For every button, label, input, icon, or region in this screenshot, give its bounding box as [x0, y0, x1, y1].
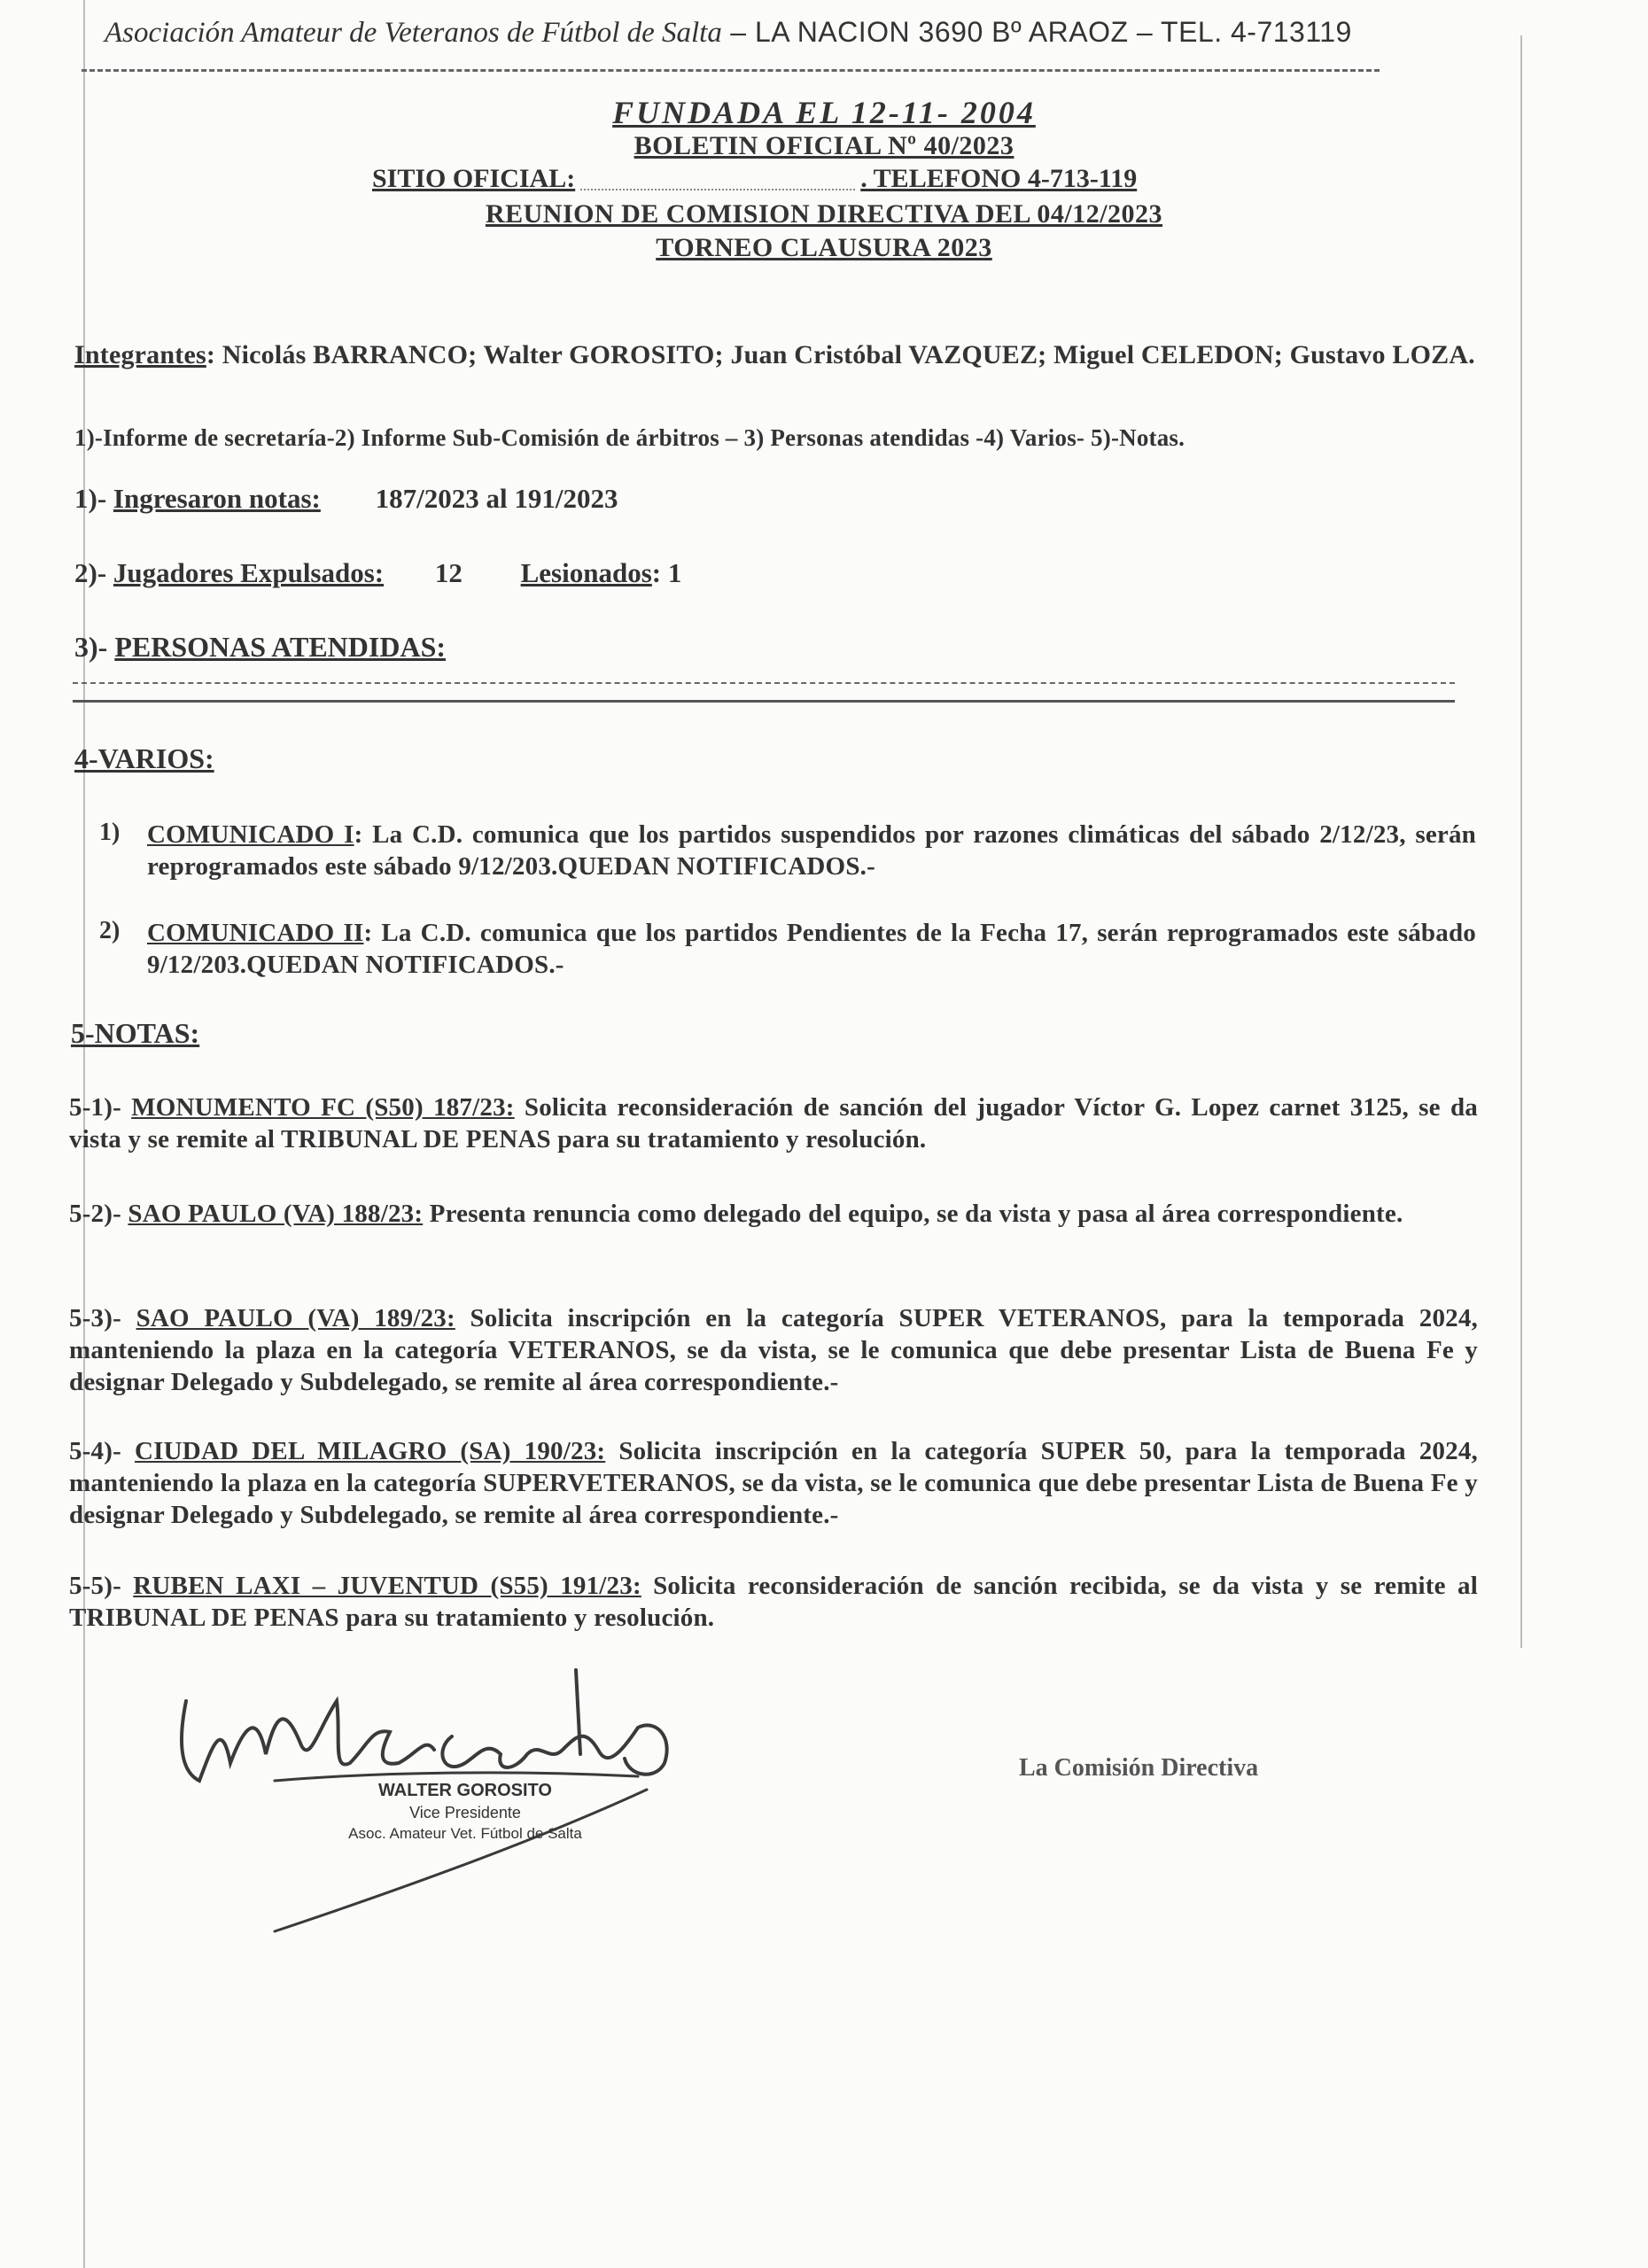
agenda-line: 1)-Informe de secretaría-2) Informe Sub-Comisión de árbitros – 3) Personas atendidas -4) Varios- 5)-Notas.	[74, 424, 1185, 451]
communique-1-number: 1)	[99, 819, 120, 846]
note-5-3-label: SAO PAULO (VA) 189/23:	[136, 1304, 455, 1332]
note-5-4-prefix: 5-4)-	[69, 1437, 136, 1465]
section3-label: PERSONAS ATENDIDAS:	[114, 631, 447, 663]
closing-signature-line: La Comisión Directiva	[1019, 1754, 1259, 1782]
meeting-title: REUNION DE COMISION DIRECTIVA DEL 04/12/2023	[485, 199, 1163, 229]
people-attended-rule-2	[73, 700, 1455, 703]
communique-1	[147, 819, 1476, 882]
note-5-1-prefix: 5-1)-	[69, 1093, 132, 1122]
communique-1-text: : La C.D. comunica que los partidos suspendidos por razones climáticas del sábado 2/12/23, serán reprogramados este sábado 9/12/203.QUEDAN NOTIFICADOS.-	[147, 820, 1476, 881]
section3-prefix: 3)-	[74, 631, 115, 663]
communique-2-text: : La C.D. comunica que los partidos Pendientes de la Fecha 17, serán reprogramados este sábado 9/12/203.QUEDAN NOTIFICADOS.-	[147, 919, 1476, 979]
note-5-2-prefix: 5-2)-	[69, 1200, 128, 1228]
notas-title: 5-NOTAS:	[71, 1017, 200, 1049]
signature-role: Vice Presidente	[409, 1804, 521, 1821]
letterhead-divider	[82, 69, 1380, 72]
tournament-title: TORNEO CLAUSURA 2023	[656, 233, 992, 262]
note-5-1	[69, 1091, 1478, 1155]
letterhead-address: – LA NACION 3690 Bº ARAOZ – TEL. 4-713119	[721, 16, 1352, 48]
members-list: : Nicolás BARRANCO; Walter GOROSITO; Juan Cristóbal VAZQUEZ; Miguel CELEDON; Gustavo LOZA.	[206, 340, 1475, 369]
note-5-3	[69, 1302, 1478, 1398]
section2-label: Jugadores Expulsados:	[113, 557, 385, 588]
signature-name: WALTER GOROSITO	[378, 1781, 552, 1800]
note-5-1-text: Solicita reconsideración de sanción del jugador Víctor G. Lopez carnet 3125, se da vista y se remite al TRIBUNAL DE PENAS para su tratamiento y resolución.	[69, 1093, 1478, 1153]
note-5-5	[69, 1570, 1478, 1634]
section1-value: 187/2023 al 191/2023	[375, 483, 618, 514]
note-5-2-label: SAO PAULO (VA) 188/23:	[128, 1200, 424, 1228]
page-edge-right	[1520, 35, 1522, 1648]
site-label: SITIO OFICIAL:	[372, 164, 576, 193]
signature-organization: Asoc. Amateur Vet. Fútbol de Salta	[348, 1825, 582, 1842]
varios-title: 4-VARIOS:	[74, 742, 214, 774]
note-5-1-label: MONUMENTO FC (S50) 187/23:	[131, 1093, 515, 1122]
section1-label: Ingresaron notas:	[113, 483, 321, 514]
note-5-4-text: Solicita inscripción en la categoría SUPER 50, para la temporada 2024, manteniendo la plaza en la categoría SUPERVETERANOS, se da vista, se le comunica que debe presentar Lista de Buena Fe y designar Delegado y Subdelegado, se remite al área correspondiente.-	[69, 1437, 1478, 1529]
communique-1-label: COMUNICADO I	[147, 820, 354, 849]
note-5-4	[69, 1435, 1478, 1531]
letterhead	[105, 16, 1487, 50]
section1-prefix: 1)-	[74, 483, 113, 514]
communique-2	[147, 917, 1476, 981]
injured-label: Lesionados	[520, 557, 652, 588]
people-attended-rule-1	[73, 682, 1455, 684]
note-5-5-prefix: 5-5)-	[69, 1572, 134, 1600]
note-5-5-label: RUBEN LAXI – JUVENTUD (S55) 191/23:	[133, 1572, 641, 1600]
members-label: Integrantes	[74, 340, 206, 369]
official-site-line	[372, 164, 1137, 194]
note-5-3-text: Solicita inscripción en la categoría SUPER VETERANOS, para la temporada 2024, manteniendo la plaza en la categoría VETERANOS, se da vista, se le comunica que debe presentar Lista de Buena Fe y designar Delegado y Subdelegado, se remite al área correspondiente.-	[69, 1304, 1478, 1396]
communique-2-number: 2)	[99, 917, 120, 944]
expelled-count: 12	[434, 557, 463, 588]
note-5-2	[69, 1198, 1478, 1230]
site-blank	[580, 171, 855, 190]
bulletin-number: BOLETIN OFICIAL Nº 40/2023	[634, 131, 1014, 160]
phone-number: . TELEFONO 4-713-119	[860, 164, 1138, 193]
section2-prefix: 2)-	[74, 557, 113, 588]
members-paragraph	[74, 338, 1483, 372]
note-5-2-text: Presenta renuncia como delegado del equipo, se da vista y pasa al área correspondiente.	[423, 1200, 1403, 1228]
note-5-3-prefix: 5-3)-	[69, 1304, 136, 1332]
communique-2-label: COMUNICADO II	[147, 919, 364, 947]
signature-block	[159, 1666, 762, 1958]
section-notes-received	[74, 483, 618, 515]
note-5-5-text: Solicita reconsideración de sanción recibida, se da vista y se remite al TRIBUNAL DE PENAS para su tratamiento y resolución.	[69, 1572, 1478, 1632]
note-5-4-label: CIUDAD DEL MILAGRO (SA) 190/23:	[135, 1437, 606, 1465]
letterhead-organization: Asociación Amateur de Veteranos de Fútbol de Salta	[105, 17, 722, 49]
section-people-attended	[74, 631, 446, 664]
section-expelled-players	[74, 557, 681, 589]
founded-date: FUNDADA EL 12-11- 2004	[612, 95, 1036, 130]
injured-count: : 1	[651, 557, 682, 588]
